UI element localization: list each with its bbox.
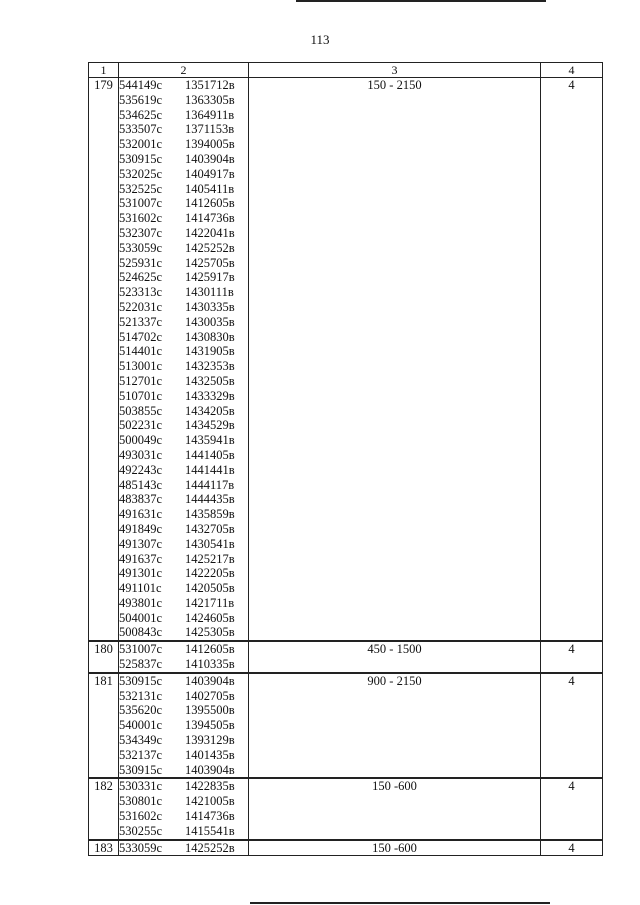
longitude-value: 1410335в bbox=[185, 657, 235, 672]
coordinate-pair bbox=[119, 241, 248, 256]
coordinate-pair bbox=[119, 122, 248, 137]
coordinate-pair bbox=[119, 596, 248, 611]
latitude-value: 523313c bbox=[119, 285, 163, 300]
longitude-value: 1441405в bbox=[185, 447, 235, 462]
latitude-value: 521337c bbox=[119, 314, 163, 329]
coordinates-cell bbox=[119, 673, 249, 779]
row-number: 182 bbox=[89, 778, 119, 839]
coordinates-table bbox=[88, 62, 603, 856]
longitude-value: 1414736в bbox=[185, 809, 235, 824]
latitude-value: 533507c bbox=[119, 122, 163, 137]
table-row bbox=[89, 778, 603, 839]
coordinate-pair bbox=[119, 794, 248, 809]
table-row bbox=[89, 78, 603, 642]
latitude-value: 483837c bbox=[119, 492, 163, 507]
row-number: 180 bbox=[89, 641, 119, 673]
latitude-value: 534349c bbox=[119, 733, 163, 748]
row-number: 181 bbox=[89, 673, 119, 779]
coordinate-pair bbox=[119, 703, 248, 718]
coordinate-pair bbox=[119, 93, 248, 108]
latitude-value: 513001c bbox=[119, 359, 163, 374]
longitude-value: 1425917в bbox=[185, 270, 235, 285]
longitude-value: 1431905в bbox=[185, 344, 235, 359]
latitude-value: 502231c bbox=[119, 418, 163, 433]
coordinate-pair bbox=[119, 285, 248, 300]
longitude-value: 1425217в bbox=[185, 551, 235, 566]
latitude-value: 532131c bbox=[119, 688, 163, 703]
latitude-value: 532025c bbox=[119, 166, 163, 181]
header-col-2: 2 bbox=[119, 63, 249, 78]
coordinate-pair bbox=[119, 733, 248, 748]
longitude-value: 1351712в bbox=[185, 78, 235, 92]
latitude-value: 493801c bbox=[119, 595, 163, 610]
longitude-value: 1425252в bbox=[185, 840, 235, 855]
latitude-value: 491631c bbox=[119, 507, 163, 522]
longitude-value: 1422205в bbox=[185, 566, 235, 581]
coordinate-pair bbox=[119, 226, 248, 241]
header-col-1: 1 bbox=[89, 63, 119, 78]
coordinates-cell bbox=[119, 78, 249, 642]
latitude-value: 533059c bbox=[119, 840, 163, 855]
coordinate-pair bbox=[119, 841, 248, 856]
coordinate-pair bbox=[119, 537, 248, 552]
longitude-value: 1394005в bbox=[185, 137, 235, 152]
latitude-value: 493031c bbox=[119, 447, 163, 462]
longitude-value: 1422835в bbox=[185, 779, 235, 794]
longitude-value: 1432705в bbox=[185, 521, 235, 536]
latitude-value: 500843c bbox=[119, 625, 163, 640]
latitude-value: 530801c bbox=[119, 794, 163, 809]
longitude-value: 1433329в bbox=[185, 388, 235, 403]
latitude-value: 525837c bbox=[119, 657, 163, 672]
longitude-value: 1425305в bbox=[185, 625, 235, 640]
longitude-value: 1424605в bbox=[185, 610, 235, 625]
longitude-value: 1403904в bbox=[185, 151, 235, 166]
latitude-value: 531602c bbox=[119, 809, 163, 824]
latitude-value: 532137c bbox=[119, 747, 163, 762]
coordinate-pair bbox=[119, 748, 248, 763]
longitude-value: 1363305в bbox=[185, 92, 235, 107]
header-col-4: 4 bbox=[541, 63, 603, 78]
longitude-value: 1421005в bbox=[185, 794, 235, 809]
latitude-value: 492243c bbox=[119, 462, 163, 477]
latitude-value: 491637c bbox=[119, 551, 163, 566]
coordinate-pair bbox=[119, 152, 248, 167]
range-value: 150 -600 bbox=[249, 840, 541, 856]
longitude-value: 1405411в bbox=[185, 181, 235, 196]
table-row bbox=[89, 840, 603, 856]
coordinate-pair bbox=[119, 718, 248, 733]
longitude-value: 1415541в bbox=[185, 823, 235, 838]
latitude-value: 491101c bbox=[119, 581, 162, 596]
latitude-value: 533059c bbox=[119, 240, 163, 255]
coordinate-pair bbox=[119, 611, 248, 626]
longitude-value: 1403904в bbox=[185, 673, 235, 688]
coordinate-pair bbox=[119, 418, 248, 433]
longitude-value: 1430111в bbox=[185, 285, 234, 300]
latitude-value: 531602c bbox=[119, 211, 163, 226]
longitude-value: 1444117в bbox=[185, 477, 235, 492]
longitude-value: 1432353в bbox=[185, 359, 235, 374]
latitude-value: 491849c bbox=[119, 521, 163, 536]
coordinates-cell bbox=[119, 641, 249, 673]
row-number: 183 bbox=[89, 840, 119, 856]
longitude-value: 1371153в bbox=[185, 122, 235, 137]
latitude-value: 491301c bbox=[119, 566, 163, 581]
latitude-value: 540001c bbox=[119, 718, 163, 733]
coordinate-pair bbox=[119, 566, 248, 581]
latitude-value: 532001c bbox=[119, 137, 163, 152]
latitude-value: 530915c bbox=[119, 151, 163, 166]
coordinate-pair bbox=[119, 507, 248, 522]
longitude-value: 1401435в bbox=[185, 747, 235, 762]
latitude-value: 485143c bbox=[119, 477, 163, 492]
longitude-value: 1434205в bbox=[185, 403, 235, 418]
category-value: 4 bbox=[541, 78, 603, 642]
coordinate-pair bbox=[119, 137, 248, 152]
coordinate-pair bbox=[119, 478, 248, 493]
latitude-value: 534625c bbox=[119, 107, 163, 122]
category-value: 4 bbox=[541, 840, 603, 856]
latitude-value: 530915c bbox=[119, 762, 163, 777]
longitude-value: 1435941в bbox=[185, 433, 235, 448]
longitude-value: 1412605в bbox=[185, 196, 235, 211]
coordinate-pair bbox=[119, 674, 248, 689]
coordinate-pair bbox=[119, 809, 248, 824]
row-number: 179 bbox=[89, 78, 119, 642]
coordinate-pair bbox=[119, 448, 248, 463]
coordinate-pair bbox=[119, 374, 248, 389]
coordinate-pair bbox=[119, 182, 248, 197]
longitude-value: 1394505в bbox=[185, 718, 235, 733]
latitude-value: 522031c bbox=[119, 299, 163, 314]
coordinate-pair bbox=[119, 359, 248, 374]
coordinate-pair bbox=[119, 404, 248, 419]
coordinate-pair bbox=[119, 167, 248, 182]
latitude-value: 535620c bbox=[119, 703, 163, 718]
longitude-value: 1425252в bbox=[185, 240, 235, 255]
table-row bbox=[89, 673, 603, 779]
coordinate-pair bbox=[119, 492, 248, 507]
latitude-value: 544149c bbox=[119, 78, 163, 92]
longitude-value: 1395500в bbox=[185, 703, 235, 718]
longitude-value: 1393129в bbox=[185, 733, 235, 748]
range-value: 150 -600 bbox=[249, 778, 541, 839]
longitude-value: 1444435в bbox=[185, 492, 235, 507]
coordinate-pair bbox=[119, 581, 248, 596]
header-row bbox=[89, 63, 603, 78]
longitude-value: 1425705в bbox=[185, 255, 235, 270]
longitude-value: 1403904в bbox=[185, 762, 235, 777]
coordinate-pair bbox=[119, 344, 248, 359]
longitude-value: 1364911в bbox=[185, 107, 235, 122]
latitude-value: 530915c bbox=[119, 673, 163, 688]
latitude-value: 510701c bbox=[119, 388, 163, 403]
longitude-value: 1402705в bbox=[185, 688, 235, 703]
latitude-value: 532307c bbox=[119, 225, 163, 240]
category-value: 4 bbox=[541, 778, 603, 839]
category-value: 4 bbox=[541, 673, 603, 779]
longitude-value: 1441441в bbox=[185, 462, 235, 477]
coordinate-pair bbox=[119, 779, 248, 794]
header-col-3: 3 bbox=[249, 63, 541, 78]
longitude-value: 1414736в bbox=[185, 211, 235, 226]
coordinate-pair bbox=[119, 625, 248, 640]
latitude-value: 531007c bbox=[119, 642, 163, 657]
latitude-value: 532525c bbox=[119, 181, 163, 196]
longitude-value: 1422041в bbox=[185, 225, 235, 240]
coordinate-pair bbox=[119, 689, 248, 704]
latitude-value: 525931c bbox=[119, 255, 163, 270]
longitude-value: 1430830в bbox=[185, 329, 235, 344]
latitude-value: 514702c bbox=[119, 329, 163, 344]
coordinate-pair bbox=[119, 824, 248, 839]
longitude-value: 1430035в bbox=[185, 314, 235, 329]
coordinate-pair bbox=[119, 522, 248, 537]
coordinate-pair bbox=[119, 315, 248, 330]
latitude-value: 491307c bbox=[119, 536, 163, 551]
latitude-value: 524625c bbox=[119, 270, 163, 285]
category-value: 4 bbox=[541, 641, 603, 673]
top-rule bbox=[296, 0, 546, 2]
longitude-value: 1420505в bbox=[185, 581, 235, 596]
range-value: 450 - 1500 bbox=[249, 641, 541, 673]
coordinate-pair bbox=[119, 657, 248, 672]
latitude-value: 503855c bbox=[119, 403, 163, 418]
latitude-value: 531007c bbox=[119, 196, 163, 211]
latitude-value: 530331c bbox=[119, 779, 163, 794]
range-value: 900 - 2150 bbox=[249, 673, 541, 779]
coordinates-cell bbox=[119, 840, 249, 856]
longitude-value: 1404917в bbox=[185, 166, 235, 181]
coordinate-pair bbox=[119, 463, 248, 478]
coordinate-pair bbox=[119, 433, 248, 448]
longitude-value: 1412605в bbox=[185, 642, 235, 657]
table-body bbox=[89, 78, 603, 856]
latitude-value: 535619c bbox=[119, 92, 163, 107]
coordinate-pair bbox=[119, 78, 248, 93]
longitude-value: 1435859в bbox=[185, 507, 235, 522]
coordinate-pair bbox=[119, 256, 248, 271]
latitude-value: 512701c bbox=[119, 373, 163, 388]
coordinate-pair bbox=[119, 270, 248, 285]
coordinate-pair bbox=[119, 552, 248, 567]
coordinate-pair bbox=[119, 642, 248, 657]
latitude-value: 514401c bbox=[119, 344, 163, 359]
page-number: 113 bbox=[310, 32, 330, 47]
coordinate-pair bbox=[119, 763, 248, 778]
longitude-value: 1430541в bbox=[185, 536, 235, 551]
longitude-value: 1432505в bbox=[185, 373, 235, 388]
coordinates-cell bbox=[119, 778, 249, 839]
longitude-value: 1421711в bbox=[185, 595, 235, 610]
coordinate-pair bbox=[119, 108, 248, 123]
table-row bbox=[89, 641, 603, 673]
coordinate-pair bbox=[119, 330, 248, 345]
latitude-value: 504001c bbox=[119, 610, 163, 625]
bottom-rule bbox=[250, 902, 550, 904]
latitude-value: 500049c bbox=[119, 433, 163, 448]
range-value: 150 - 2150 bbox=[249, 78, 541, 642]
longitude-value: 1430335в bbox=[185, 299, 235, 314]
longitude-value: 1434529в bbox=[185, 418, 235, 433]
coordinate-pair bbox=[119, 211, 248, 226]
coordinate-pair bbox=[119, 300, 248, 315]
latitude-value: 530255c bbox=[119, 823, 163, 838]
coordinate-pair bbox=[119, 389, 248, 404]
coordinate-pair bbox=[119, 196, 248, 211]
